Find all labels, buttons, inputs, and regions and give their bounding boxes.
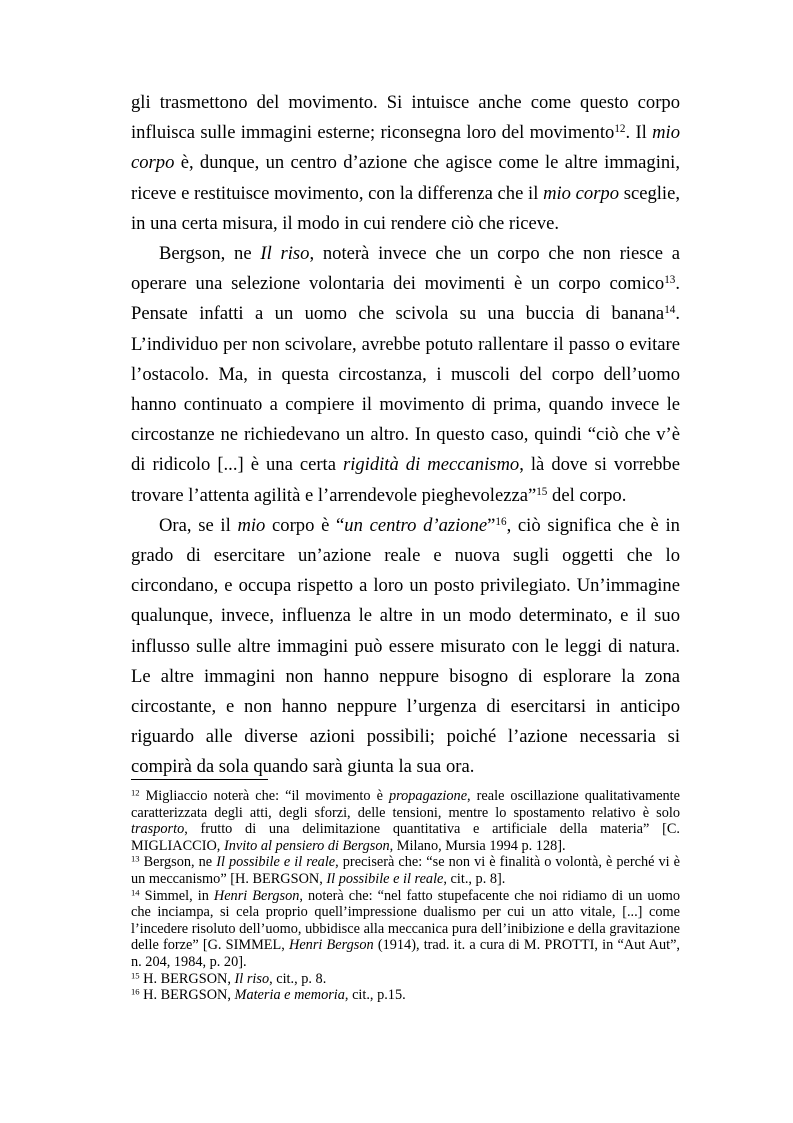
italic-text: propagazione: [388, 788, 468, 804]
text-run: , ciò significa che è in grado di esercitare un’azione reale e nuova sugli oggetti che lo circondano, e occupa rispetto a loro un posto privilegiato. Un’immagine qualunque, invece, influenza le altre in un modo determinato, e il suo influsso sulle altre immagini può essere misurato con le leggi di natura. Le altre immagini non hanno neppure bisogno di esplorare la zona circostante, e non hanno neppure l’urgenza di esercitarsi in anticipo riguardo alle diverse azioni possibili; poiché l’azione necessaria si compirà da sola quando sarà giunta la sua ora.: [131, 514, 680, 778]
footnote-ref-14[interactable]: 14: [664, 304, 676, 317]
italic-text: un centro d’azione: [344, 514, 488, 536]
text-run: , preciserà che: “se non vi è finalità o volontà, è perché vi è un meccanismo” [: [131, 854, 681, 887]
text-run: . Pensate infatti a un uomo che scivola su una buccia di banana: [131, 273, 680, 325]
italic-text: mio corpo: [131, 122, 681, 174]
body-text: [131, 88, 680, 783]
text-run: ,: [319, 870, 327, 887]
footnote-13: [131, 854, 680, 887]
author-name: H. BERGSON: [143, 987, 228, 1004]
text-run: Simmel, in: [139, 887, 214, 904]
footnote-number: 14: [131, 886, 140, 897]
italic-text: Il riso: [234, 970, 270, 987]
text-run: , là dove si vorrebbe trovare l’attenta agilità e l’arrendevole pieghevolezza”: [131, 454, 680, 506]
text-run: , noterà che: “nel fatto stupefacente che noi ridiamo di un uomo che inciampa, si cela proprio quell’impressione dualismo per cui un atto vitale, [...] come l’incedere risoluto dell’uomo, ubbidisce alla meccanica pura dell’inibizione e della gravitazione delle forze” [: [131, 887, 680, 954]
footnote-15: [131, 971, 680, 988]
text-run: del corpo.: [547, 484, 627, 506]
footnote-ref-12[interactable]: 12: [614, 123, 626, 136]
author-name: H. BERGSON: [143, 970, 228, 987]
footnote-ref-13[interactable]: 13: [664, 274, 676, 287]
text-run: gli trasmettono del movimento. Si intuisce anche come questo corpo influisca sulle immagini esterne; riconsegna loro del movimento: [131, 92, 680, 144]
author-name: G. SIMMEL: [207, 937, 282, 954]
italic-text: Il riso: [260, 243, 310, 265]
footnote-number: 12: [131, 787, 140, 798]
footnote-ref-15[interactable]: 15: [536, 485, 548, 498]
footnote-number: 16: [131, 986, 140, 997]
footnote-separator: [131, 779, 268, 780]
italic-text: Il possibile e il reale: [326, 870, 444, 887]
text-run: , frutto di una delimitazione quantitativa e artificiale della materia” [: [184, 821, 667, 838]
italic-text: Henri Bergson: [289, 937, 374, 954]
author-name: H. BERGSON: [235, 870, 320, 887]
italic-text: trasporto: [131, 821, 185, 838]
italic-text: Il possibile e il reale: [216, 854, 336, 871]
italic-text: Materia e memoria: [234, 987, 345, 1004]
text-run: . Il: [625, 122, 653, 144]
text-run: , noterà invece che un corpo che non riesce a operare una selezione volontaria dei movimenti è un corpo comico: [131, 243, 680, 295]
text-run: (1914), trad. it. a cura di: [373, 937, 524, 954]
footnote-16: [131, 987, 680, 1004]
text-run: ,: [227, 987, 235, 1004]
text-run: Migliaccio noterà che: “il movimento è: [139, 788, 389, 804]
text-run: ,: [227, 970, 235, 987]
text-run: , in “Aut Aut”, n. 204, 1984, p. 20].: [131, 937, 680, 970]
text-run: ,: [216, 837, 224, 854]
text-run: ”: [487, 514, 496, 536]
text-run: corpo è “: [265, 514, 345, 536]
footnote-number: 15: [131, 969, 140, 980]
paragraph-2: [131, 239, 680, 511]
paragraph-1: [131, 88, 680, 239]
author-name: C. MIGLIACCIO: [131, 821, 680, 854]
footnote-14: [131, 888, 680, 971]
footnote-12: [131, 788, 680, 854]
footnote-ref-16[interactable]: 16: [495, 515, 507, 528]
text-run: , cit., p.15.: [344, 987, 406, 1004]
text-run: Bergson, ne: [139, 854, 217, 871]
text-run: è, dunque, un centro d’azione che agisce come le altre immagini, riceve e restituisce movimento, con la differenza che il: [131, 152, 680, 204]
editor-name: M. PROTTI: [523, 937, 595, 954]
text-run: ,: [281, 937, 290, 954]
text-run: , cit., p. 8.: [269, 970, 327, 987]
italic-text: mio: [237, 514, 266, 536]
paragraph-3: [131, 511, 680, 783]
text-run: , reale oscillazione qualitativamente caratterizzata degli atti, degli sforzi, delle tensioni, mentre lo spostamento relativo è solo: [131, 788, 681, 821]
text-run: Bergson, ne: [159, 243, 261, 265]
text-run: . L’individuo per non scivolare, avrebbe potuto rallentare il passo o evitare l’ostacolo. Ma, in questa circostanza, i muscoli del corpo dell’uomo hanno continuato a compiere il movimento di prima, quando invece le circostanze ne richiedevano un altro. In questo caso, quindi “ciò che v’è di ridicolo [...] è una certa: [131, 303, 680, 476]
text-run: , Milano, Mursia 1994 p. 128].: [389, 837, 566, 854]
footnotes: [131, 788, 680, 1004]
italic-text: rigidità di meccanismo: [342, 454, 520, 476]
italic-text: Henri Bergson: [213, 887, 300, 904]
italic-text: Invito al pensiero di Bergson: [223, 837, 390, 854]
text-run: sceglie, in una certa misura, il modo in cui rendere ciò che riceve.: [131, 182, 680, 234]
footnote-number: 13: [131, 853, 140, 864]
italic-text: mio corpo: [543, 182, 620, 204]
text-run: , cit., p. 8].: [443, 870, 506, 887]
text-run: Ora, se il: [159, 514, 238, 536]
